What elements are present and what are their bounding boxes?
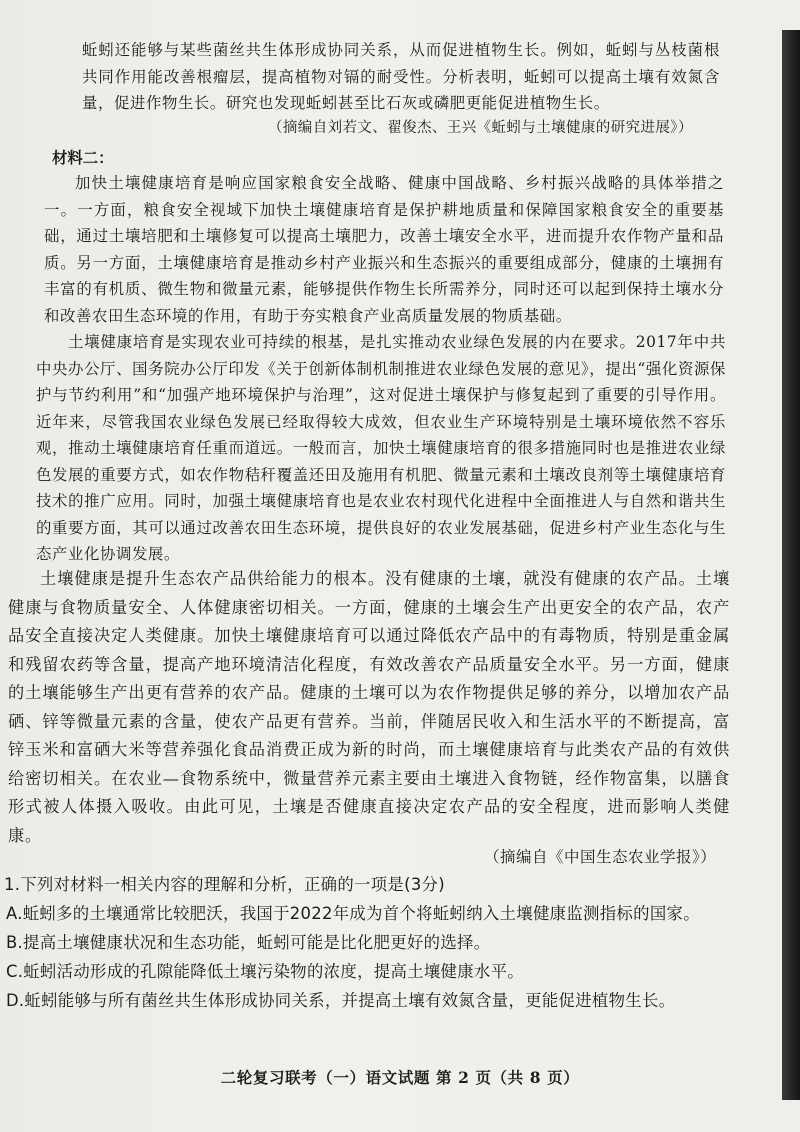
material2-source: （摘编自《中国生态农业学报》） <box>484 848 717 866</box>
material2-paragraph-2: 土壤健康培育是实现农业可持续的根基，是扎实推动农业绿色发展的内在要求。2017年中共中央办公厅、国务院办公厅印发《关于创新体制机制推进农业绿色发展的意见》，提出“强化资源保护与节约利用”和“加强产地环境保护与治理”，这对促进土壤保护与修复起到了重要的引导作用。近年来，尽管我国农业绿色发展已经取得较大成效，但农业生产环境特别是土壤环境依然不容乐观，推动土壤健康培育任重而道远。一般而言，加快土壤健康培育的很多措施同时也是推进农业绿色发展的重要方式，如农作物秸秆覆盖还田及施用有机肥、微量元素和土壤改良剂等土壤健康培育技术的推广应用。同时，加强土壤健康培育也是农业农村现代化进程中全面推进人与自然和谐共生的重要方面，其可以通过改善农田生态环境，提供良好的农业发展基础，促进乡村产业生态化与生态产业化协调发展。 <box>36 333 726 563</box>
material1-source: （摘编自刘若文、翟俊杰、王兴《蚯蚓与土壤健康的研究进展》） <box>268 120 693 136</box>
option-b: B.提高土壤健康状况和生态功能，蚯蚓可能是比化肥更好的选择。 <box>6 933 491 952</box>
question-1 <box>0 870 735 1015</box>
option-c: C.蚯蚓活动形成的孔隙能降低土壤污染物的浓度，提高土壤健康水平。 <box>6 962 524 981</box>
scan-edge-shadow <box>782 30 800 1100</box>
material2-paragraph-1: 加快土壤健康培育是响应国家粮食安全战略、健康中国战略、乡村振兴战略的具体举措之一。一方面，粮食安全视域下加快土壤健康培育是保护耕地质量和保障国家粮食安全的重要基础，通过土壤培肥和土壤修复可以提高土壤肥力，改善土壤安全水平，进而提升农作物产量和品质。另一方面，土壤健康培育是推动乡村产业振兴和生态振兴的重要组成部分，健康的土壤拥有丰富的有机质、微生物和微量元素，能够提供作物生长所需养分，同时还可以起到保持土壤水分和改善农田生态环境的作用，有助于夯实粮食产业高质量发展的物质基础。 <box>44 174 724 325</box>
page-footer: 二轮复习联考（一）语文试题 第 2 页（共 8 页） <box>220 1068 580 1087</box>
material2-label: 材料二： <box>52 149 114 167</box>
option-d: D.蚯蚓能够与所有菌丝共生体形成协同关系，并提高土壤有效氮含量，更能促进植物生长。 <box>6 991 676 1010</box>
material1-closing-paragraph: 蚯蚓还能够与某些菌丝共生体形成协同关系，从而促进植物生长。例如，蚯蚓与丛枝菌根共同作用能改善根瘤层，提高植物对镉的耐受性。分析表明，蚯蚓可以提高土壤有效氮含量，促进作物生长。研究也发现蚯蚓甚至比石灰或磷肥更能促进植物生长。 <box>82 41 720 112</box>
material2-paragraph-3: 土壤健康是提升生态农产品供给能力的根本。没有健康的土壤，就没有健康的农产品。土壤健康与食物质量安全、人体健康密切相关。一方面，健康的土壤会生产出更安全的农产品，农产品安全直接决定人类健康。加快土壤健康培育可以通过降低农产品中的有毒物质，特别是重金属和残留农药等含量，提高产地环境清洁化程度，有效改善农产品质量安全水平。另一方面，健康的土壤能够生产出更有营养的农产品。健康的土壤可以为农作物提供足够的养分，以增加农产品硒、锌等微量元素的含量，使农产品更有营养。当前，伴随居民收入和生活水平的不断提高，富锌玉米和富硒大米等营养强化食品消费正成为新的时尚，而土壤健康培育与此类农产品的有效供给密切相关。在农业—食物系统中，微量营养元素主要由土壤进入食物链，经作物富集，以膳食形式被人体摄入吸收。由此可见，土壤是否健康直接决定农产品的安全程度，进而影响人类健康。 <box>8 569 730 845</box>
question-1-stem: 1.下列对材料一相关内容的理解和分析，正确的一项是(3分) <box>4 875 445 894</box>
option-a: A.蚯蚓多的土壤通常比较肥沃，我国于2022年成为首个将蚯蚓纳入土壤健康监测指标的国家。 <box>6 904 700 923</box>
